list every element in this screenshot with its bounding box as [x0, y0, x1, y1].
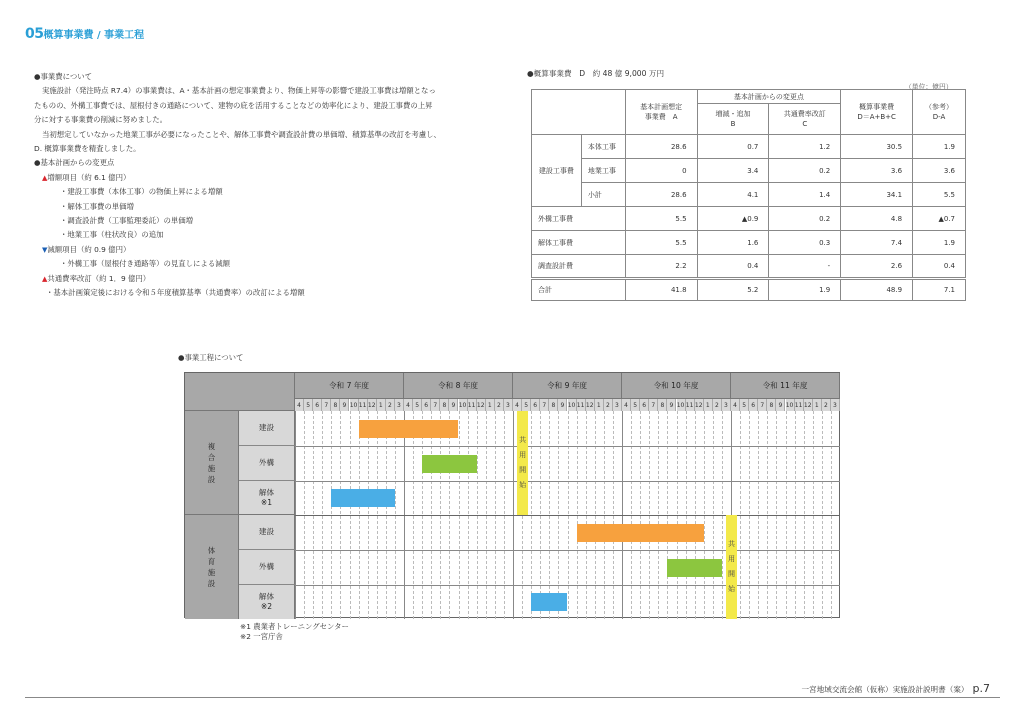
row-gridline — [295, 446, 840, 447]
month-header: 2 — [386, 399, 395, 411]
bar-complex-demolition — [331, 489, 395, 507]
month-header: 11 — [686, 399, 695, 411]
row-gridline — [295, 550, 840, 551]
month-header: 10 — [568, 399, 577, 411]
table-row — [532, 207, 966, 231]
month-header: 5 — [740, 399, 749, 411]
month-header: 12 — [586, 399, 595, 411]
row-label: 本体工事 — [581, 135, 625, 159]
month-header: 10 — [677, 399, 686, 411]
cell-ref: 0.4 — [913, 255, 966, 279]
cell-c: 1.9 — [769, 279, 841, 301]
month-header: 8 — [549, 399, 558, 411]
unit-note: （単位：億円） — [905, 83, 953, 91]
month-header: 10 — [459, 399, 468, 411]
table-row — [532, 255, 966, 279]
month-header: 9 — [449, 399, 458, 411]
cell-ref: 1.9 — [913, 135, 966, 159]
col-header-ref: （参考） D-A — [913, 90, 966, 135]
month-header: 9 — [667, 399, 676, 411]
decrease-triangle-icon: ▼ — [42, 245, 48, 254]
month-header: 2 — [822, 399, 831, 411]
opening-char: 開 — [519, 466, 527, 474]
cell-c: 1.4 — [769, 183, 841, 207]
item-label-demo-2: 解体 ※2 — [239, 585, 295, 619]
month-header: 2 — [713, 399, 722, 411]
year-header: 令和 9 年度 — [513, 373, 622, 399]
bar-complex-exterior — [422, 455, 477, 473]
month-header: 5 — [631, 399, 640, 411]
month-header: 8 — [658, 399, 667, 411]
bar-gym-build — [577, 524, 704, 542]
cell-b: 0.4 — [697, 255, 769, 279]
cost-heading: ●事業費について — [34, 72, 93, 81]
month-header: 3 — [722, 399, 731, 411]
decrease-item: ・外構工事（屋根付き通路等）の見直しによる減額 — [60, 259, 230, 269]
bar-gym-demolition — [531, 593, 567, 611]
schedule-gantt — [184, 372, 840, 618]
changes-heading: ●基本計画からの変更点 — [34, 158, 115, 168]
bar-gym-exterior — [667, 559, 722, 577]
cell-b: 5.2 — [697, 279, 769, 301]
col-header-d: 概算事業費 D＝A+B+C — [841, 90, 913, 135]
cell-d: 2.6 — [841, 255, 913, 279]
item-label-demo-1: 解体 ※1 — [239, 481, 295, 515]
opening-char: 用 — [728, 555, 735, 563]
cell-b: 4.1 — [697, 183, 769, 207]
page-number: p.7 — [972, 682, 990, 695]
increase-triangle-icon: ▲ — [42, 173, 48, 182]
decrease-title: ▼減額項目（約 0.9 億円） — [42, 244, 131, 254]
month-header: 3 — [395, 399, 404, 411]
item-label-ext-2: 外構 — [239, 550, 295, 585]
row-gridline — [295, 515, 840, 516]
month-header: 4 — [731, 399, 740, 411]
increase-item: ・建設工事費（本体工事）の物価上昇による増額 — [60, 187, 223, 197]
month-header: 6 — [422, 399, 431, 411]
group-label-gym: 体育施設 — [185, 515, 239, 619]
page-title — [25, 26, 144, 42]
cell-c: 1.2 — [769, 135, 841, 159]
cell-b: 1.6 — [697, 231, 769, 255]
row-label: 小計 — [581, 183, 625, 207]
footnotes — [240, 622, 349, 642]
opening-char: 共 — [519, 436, 527, 444]
col-header-change: 基本計画からの変更点 — [697, 90, 841, 104]
group-label-complex: 複合施設 — [185, 411, 239, 515]
month-header: 4 — [513, 399, 522, 411]
cost-line-5: D. 概算事業費を精査しました。 — [34, 144, 141, 154]
year-header: 令和 10 年度 — [622, 373, 731, 399]
year-header: 令和 7 年度 — [295, 373, 404, 399]
month-header: 7 — [649, 399, 658, 411]
cost-table — [531, 89, 966, 301]
month-header: 12 — [368, 399, 377, 411]
month-header: 11 — [468, 399, 477, 411]
col-header-b: 増減・追加 B — [697, 104, 769, 135]
cost-line-4: 当初想定していなかった地業工事が必要になったことや、解体工事費や調査設計費の単価増、積算基準の改訂を考慮し、 — [42, 129, 441, 139]
table-row — [532, 135, 966, 159]
row-label: 解体工事費 — [532, 231, 626, 255]
month-header: 2 — [604, 399, 613, 411]
opening-char: 始 — [728, 585, 735, 593]
month-header: 4 — [622, 399, 631, 411]
table-row — [532, 231, 966, 255]
cell-a: 28.6 — [625, 183, 697, 207]
opening-char: 共 — [728, 540, 735, 548]
month-header: 5 — [522, 399, 531, 411]
row-gridline — [295, 585, 840, 586]
bar-complex-build — [359, 420, 459, 438]
row-label: 合計 — [532, 279, 626, 301]
col-header-a: 基本計画想定 事業費 A — [625, 90, 697, 135]
cost-description — [34, 70, 504, 301]
month-header: 10 — [786, 399, 795, 411]
row-label: 調査設計費 — [532, 255, 626, 279]
table-row-total — [532, 279, 966, 301]
rate-triangle-icon: ▲ — [42, 274, 48, 283]
month-header: 1 — [813, 399, 822, 411]
month-header: 9 — [340, 399, 349, 411]
cell-c: 0.2 — [769, 207, 841, 231]
month-header: 7 — [322, 399, 331, 411]
increase-item: ・地業工事（柱状改良）の追加 — [60, 230, 164, 240]
cell-c: 0.2 — [769, 159, 841, 183]
cell-b: 3.4 — [697, 159, 769, 183]
month-header: 12 — [695, 399, 704, 411]
header-blank — [532, 90, 626, 135]
cell-a: 28.6 — [625, 135, 697, 159]
cell-d: 7.4 — [841, 231, 913, 255]
increase-item: ・解体工事費の単価増 — [60, 201, 134, 211]
month-header: 7 — [540, 399, 549, 411]
cell-d: 48.9 — [841, 279, 913, 301]
month-header: 4 — [295, 399, 304, 411]
footnote-2: ※2 一宮庁舎 — [240, 632, 283, 641]
month-header: 11 — [359, 399, 368, 411]
month-header: 1 — [377, 399, 386, 411]
month-header: 9 — [776, 399, 785, 411]
increase-item: ・調査設計費（工事監理委託）の単価増 — [60, 216, 194, 226]
month-header: 11 — [577, 399, 586, 411]
item-label-build-2: 建設 — [239, 515, 295, 550]
cell-ref: ▲0.7 — [913, 207, 966, 231]
month-header: 12 — [804, 399, 813, 411]
table-row — [532, 159, 966, 183]
cell-b: 0.7 — [697, 135, 769, 159]
month-header: 3 — [504, 399, 513, 411]
month-header: 3 — [831, 399, 840, 411]
cost-line-1: 実施設計（発注時点 R7.4）の事業費は、A・基本計画の想定事業費より、物価上昇等の影響で建設工事費は増額となっ — [42, 86, 436, 96]
document-title: 一宮地域交流会館（仮称）実施設計説明書（案） — [801, 685, 969, 694]
cell-d: 30.5 — [841, 135, 913, 159]
cell-ref: 7.1 — [913, 279, 966, 301]
footnote-1: ※1 農業者トレーニングセンター — [240, 622, 349, 631]
rate-item: ・基本計画策定後における令和５年度積算基準（共通費率）の改訂による増額 — [46, 288, 305, 298]
month-header: 2 — [495, 399, 504, 411]
month-header: 8 — [767, 399, 776, 411]
opening-char: 始 — [519, 481, 527, 489]
rate-title: ▲共通費率改訂（約 1．9 億円） — [42, 273, 151, 283]
month-header: 9 — [558, 399, 567, 411]
cost-table-heading: ●概算事業費 D 約 48 億 9,000 万円 — [527, 69, 665, 78]
cell-d: 4.8 — [841, 207, 913, 231]
month-header: 10 — [350, 399, 359, 411]
col-header-c: 共通費率改訂 C — [769, 104, 841, 135]
cost-line-3: 分に対する事業費の削減に努めました。 — [34, 115, 168, 125]
month-header: 1 — [486, 399, 495, 411]
month-header: 8 — [331, 399, 340, 411]
month-header: 6 — [313, 399, 322, 411]
row-label: 地業工事 — [581, 159, 625, 183]
cell-a: 5.5 — [625, 231, 697, 255]
cost-line-2: たものの、外構工事費では、屋根付きの通路について、建物の庇を活用することなどの効率化により、建設工事費の上昇 — [34, 100, 433, 110]
month-header: 1 — [704, 399, 713, 411]
row-gridline — [295, 481, 840, 482]
opening-marker-complex — [517, 411, 528, 515]
opening-marker-gym — [726, 515, 737, 619]
month-header: 6 — [531, 399, 540, 411]
cell-a: 0 — [625, 159, 697, 183]
page-footer — [801, 682, 990, 695]
opening-char: 開 — [728, 570, 735, 578]
year-header: 令和 8 年度 — [404, 373, 513, 399]
year-header: 令和 11 年度 — [731, 373, 840, 399]
month-header: 6 — [640, 399, 649, 411]
section-number: 05 — [25, 26, 44, 42]
cell-d: 3.6 — [841, 159, 913, 183]
month-header: 5 — [304, 399, 313, 411]
month-header: 6 — [749, 399, 758, 411]
month-header: 8 — [440, 399, 449, 411]
month-header: 7 — [431, 399, 440, 411]
section-title: 概算事業費 / 事業工程 — [43, 30, 145, 41]
footer-divider — [25, 697, 1000, 698]
cell-a: 41.8 — [625, 279, 697, 301]
cell-c: - — [769, 255, 841, 279]
month-header: 4 — [404, 399, 413, 411]
cell-d: 34.1 — [841, 183, 913, 207]
table-row — [532, 183, 966, 207]
cell-a: 2.2 — [625, 255, 697, 279]
month-header: 3 — [613, 399, 622, 411]
row-label: 外構工事費 — [532, 207, 626, 231]
increase-title: ▲増額項目（約 6.1 億円） — [42, 172, 131, 182]
cell-ref: 1.9 — [913, 231, 966, 255]
cell-a: 5.5 — [625, 207, 697, 231]
cell-ref: 5.5 — [913, 183, 966, 207]
cell-c: 0.3 — [769, 231, 841, 255]
cell-b: ▲0.9 — [697, 207, 769, 231]
month-header: 11 — [795, 399, 804, 411]
gantt-corner — [185, 373, 295, 411]
group-label: 建設工事費 — [532, 135, 582, 207]
month-header: 12 — [477, 399, 486, 411]
schedule-heading: ●事業工程について — [178, 353, 244, 362]
item-label-ext-1: 外構 — [239, 446, 295, 481]
month-header: 7 — [758, 399, 767, 411]
month-header: 1 — [595, 399, 604, 411]
item-label-build-1: 建設 — [239, 411, 295, 446]
month-header: 5 — [413, 399, 422, 411]
cell-ref: 3.6 — [913, 159, 966, 183]
opening-char: 用 — [519, 451, 527, 459]
